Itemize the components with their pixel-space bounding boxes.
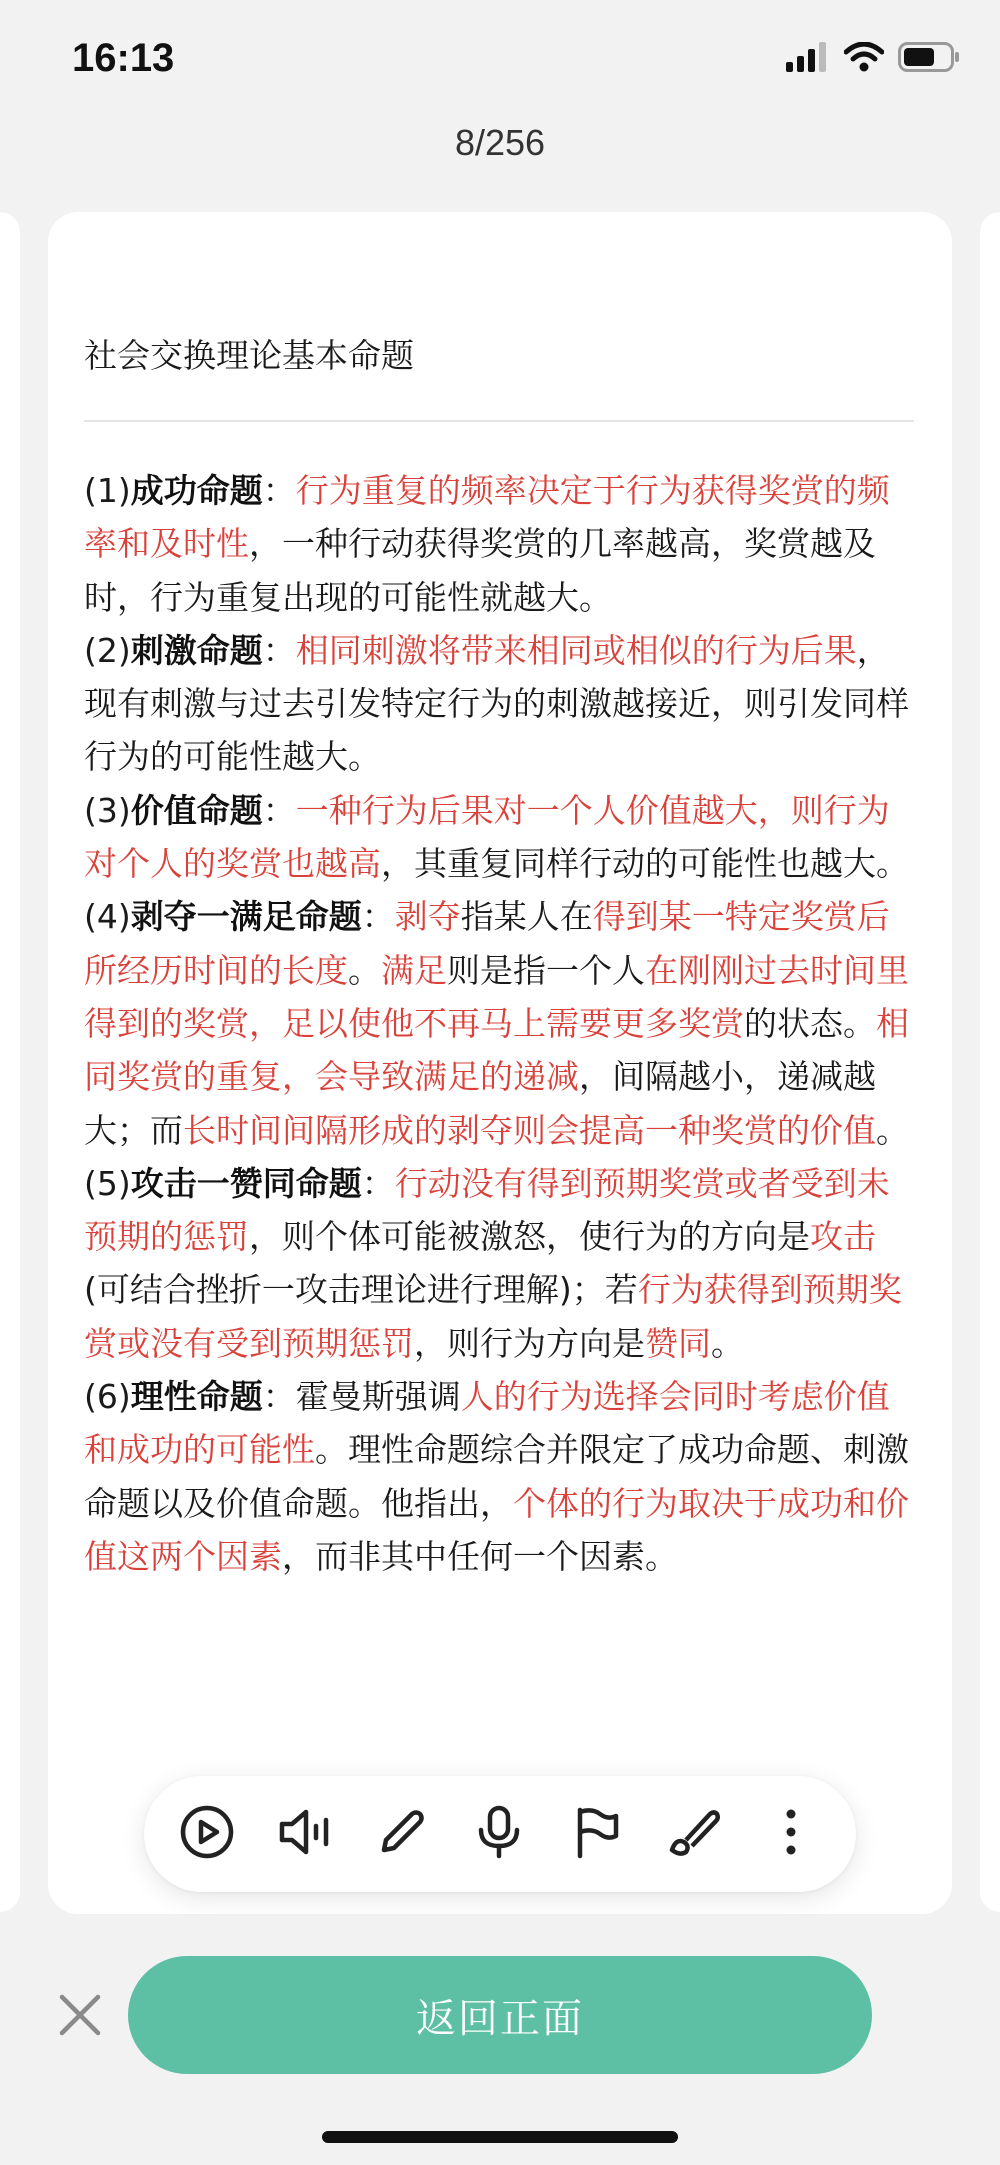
body-text: ： (262, 630, 296, 670)
body-text: ，则个体可能被激怒，使行为的方向是 (249, 1217, 810, 1257)
edit-button[interactable] (371, 1803, 433, 1865)
body-text: ，其重复同样行动的可能性也越大。 (381, 844, 909, 884)
flashcard-back (48, 212, 952, 1914)
body-text: 。 (876, 1110, 909, 1150)
card-title: 社会交换理论基本命题 (84, 336, 414, 375)
proposition-paragraph (84, 1157, 920, 1370)
divider (84, 420, 914, 422)
play-icon (179, 1804, 235, 1864)
body-text: (可结合挫折一攻击理论进行理解)；若 (84, 1270, 638, 1310)
body-text: 指某人在 (460, 897, 593, 937)
speaker-button[interactable] (273, 1803, 335, 1865)
highlighted-text: 长时间间隔形成的剥夺则会提高一种奖赏的价值 (183, 1110, 876, 1150)
proposition-paragraph (84, 784, 920, 891)
body-text: (1) (84, 471, 131, 510)
highlighted-text: 行为获得到预期奖赏或没有受到预期惩罚 (84, 1270, 902, 1363)
flag-button[interactable] (565, 1803, 627, 1865)
body-text: ，而非其中任何一个因素。 (282, 1536, 678, 1576)
record-button[interactable] (468, 1803, 530, 1865)
proposition-paragraph (84, 464, 920, 624)
body-text: 。理性命题综合并限定了成功命题、刺激命题以及价值命题。他指出， (84, 1430, 909, 1523)
status-bar (0, 0, 1000, 120)
card-body (84, 464, 920, 1583)
highlighted-text: 赞同 (645, 1323, 711, 1363)
body-text: (3) (84, 790, 131, 830)
body-text: ： (361, 897, 395, 937)
previous-card-peek[interactable] (0, 212, 20, 1912)
highlighted-text: 相同奖赏的重复，会导致满足的递减 (84, 1003, 909, 1097)
highlighted-text: 剥夺 (394, 897, 461, 937)
draw-button[interactable] (663, 1803, 725, 1865)
body-text: ： (262, 790, 296, 830)
body-text: ： (361, 1163, 395, 1203)
body-text: ，间隔越小，递减越大；而 (84, 1057, 876, 1150)
flag-icon (568, 1804, 624, 1864)
card-toolbar (144, 1776, 856, 1892)
proposition-paragraph (84, 1370, 920, 1583)
brush-icon (666, 1804, 722, 1864)
next-card-peek[interactable] (980, 212, 1000, 1912)
proposition-name: 价值命题 (130, 790, 263, 830)
highlighted-text: 行为重复的频率决定于行为获得奖赏的频率和及时性 (84, 471, 890, 564)
close-icon (56, 2024, 104, 2043)
body-text: 则是指一个人 (447, 950, 645, 990)
body-text: (6) (84, 1377, 131, 1417)
battery-icon (898, 42, 960, 76)
highlighted-text: 攻击 (810, 1217, 876, 1257)
highlighted-text: 满足 (381, 950, 447, 990)
status-time: 16:13 (72, 36, 175, 80)
flip-to-front-button[interactable]: 返回正面 (128, 1956, 872, 2074)
body-text: ，现有刺激与过去引发特定行为的刺激越接近，则引发同样行为的可能性越大。 (84, 630, 909, 777)
body-text: (4) (84, 897, 131, 937)
body-text: 的状态。 (744, 1003, 876, 1043)
pencil-icon (374, 1804, 430, 1864)
highlighted-text: 相同刺激将带来相同或相似的行为后果 (295, 630, 857, 670)
proposition-name: 攻击一赞同命题 (130, 1163, 362, 1203)
proposition-paragraph (84, 624, 920, 784)
highlighted-text: 行动没有得到预期奖赏或者受到未预期的惩罚 (84, 1163, 890, 1257)
proposition-name: 成功命题 (130, 471, 263, 510)
body-text: ，一种行动获得奖赏的几率越高，奖赏越及时，行为重复出现的可能性就越大。 (84, 524, 876, 617)
body-text: ： (262, 471, 296, 510)
play-button[interactable] (176, 1803, 238, 1865)
body-text: ，则行为方向是 (414, 1323, 645, 1363)
body-text: ：霍曼斯强调 (262, 1377, 461, 1417)
body-text: (5) (84, 1163, 131, 1203)
proposition-name: 剥夺一满足命题 (130, 897, 362, 937)
highlighted-text: 得到某一特定奖赏后所经历时间的长度 (84, 897, 890, 990)
microphone-icon (471, 1804, 527, 1864)
bottom-bar (0, 1955, 1000, 2075)
highlighted-text: 在刚刚过去时间里得到的奖赏，足以使他不再马上需要更多奖赏 (84, 950, 909, 1043)
proposition-name: 理性命题 (130, 1377, 263, 1417)
more-button[interactable] (760, 1803, 822, 1865)
home-indicator[interactable] (322, 2131, 678, 2143)
wifi-icon (844, 42, 884, 76)
speaker-icon (276, 1804, 332, 1864)
highlighted-text: 人的行为选择会同时考虑价值和成功的可能性 (84, 1377, 890, 1470)
highlighted-text: 一种行为后果对一个人价值越大，则行为对个人的奖赏也越高 (84, 790, 890, 884)
cellular-signal-icon (786, 42, 830, 76)
proposition-paragraph (84, 890, 920, 1156)
card-counter: 8/256 (454, 122, 546, 163)
body-text: (2) (84, 630, 131, 670)
status-icons (786, 42, 960, 76)
close-button[interactable] (56, 1991, 104, 2039)
body-text: 。 (348, 950, 381, 990)
proposition-name: 刺激命题 (130, 630, 263, 670)
body-text: 。 (711, 1323, 744, 1363)
highlighted-text: 个体的行为取决于成功和价值这两个因素 (84, 1483, 909, 1576)
more-icon (781, 1804, 801, 1864)
